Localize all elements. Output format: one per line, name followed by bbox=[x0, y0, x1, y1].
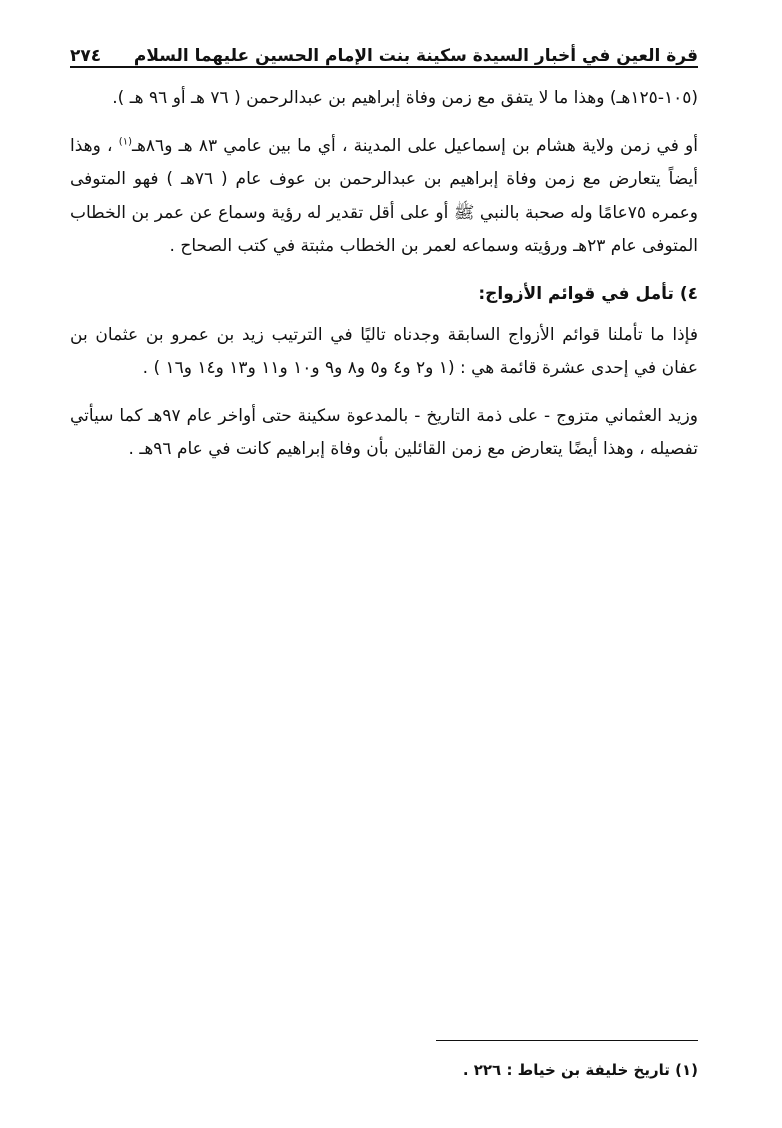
footnote-1: (١) تاريخ خليفة بن خياط : ٢٢٦ . bbox=[462, 1061, 698, 1079]
page-number: ٢٧٤ bbox=[70, 46, 102, 66]
paragraph-hisham-part-1: أو في زمن ولاية هشام بن إسماعيل على المدينة ، أي ما بين عامي ٨٣ هـ و٨٦هـ bbox=[131, 135, 698, 156]
section-heading-spouse-lists: ٤) تأمل في قوائم الأزواج: bbox=[478, 283, 698, 304]
running-header bbox=[70, 36, 698, 66]
paragraph-dates-mismatch: (١٠٥-١٢٥هـ) وهذا ما لا يتفق مع زمن وفاة إبراهيم بن عبدالرحمن ( ٧٦ هـ أو ٩٦ هـ ). bbox=[112, 88, 698, 108]
paragraph-hisham-part-2: ، وهذا أيضاً يتعارض مع زمن وفاة إبراهيم بن عبدالرحمن بن عوف عام ( ٧٦هـ ) فهو المتوفى وعمره ٧٥عامًا وله صحبة بالنبي ﷺ أو على أقل تقدير له رؤية وسماع عن عمر بن الخطاب المتوفى عام ٢٣هـ ورؤيته وسماعه لعمر بن الخطاب مثبتة في كتب الصحاح . bbox=[70, 135, 698, 256]
paragraph-hisham-governorship bbox=[70, 130, 698, 264]
paragraph-zaid-othmani: وزيد العثماني متزوج - على ذمة التاريخ - بالمدعوة سكينة حتى أواخر عام ٩٧هـ كما سيأتي تفصيله ، وهذا أيضًا يتعارض مع زمن القائلين بأن وفاة إبراهيم كانت في عام ٩٦هـ . bbox=[70, 405, 699, 459]
running-header-title: قرة العين في أخبار السيدة سكينة بنت الإمام الحسين عليهما السلام bbox=[133, 46, 698, 66]
main-text bbox=[70, 82, 698, 481]
footnote-rule bbox=[436, 1040, 698, 1041]
footnote-reference-1: (١) bbox=[118, 135, 132, 147]
paragraph-spouse-lists: فإذا ما تأملنا قوائم الأزواج السابقة وجدناه تاليًا في الترتيب زيد بن عمرو بن عثمان بن عفان في إحدى عشرة قائمة هي : (١ و٢ و٤ و٥ و٨ و٩ و١٠ و١١ و١٣ و١٤ و١٦ ) . bbox=[70, 324, 698, 378]
header-rule bbox=[70, 66, 698, 68]
